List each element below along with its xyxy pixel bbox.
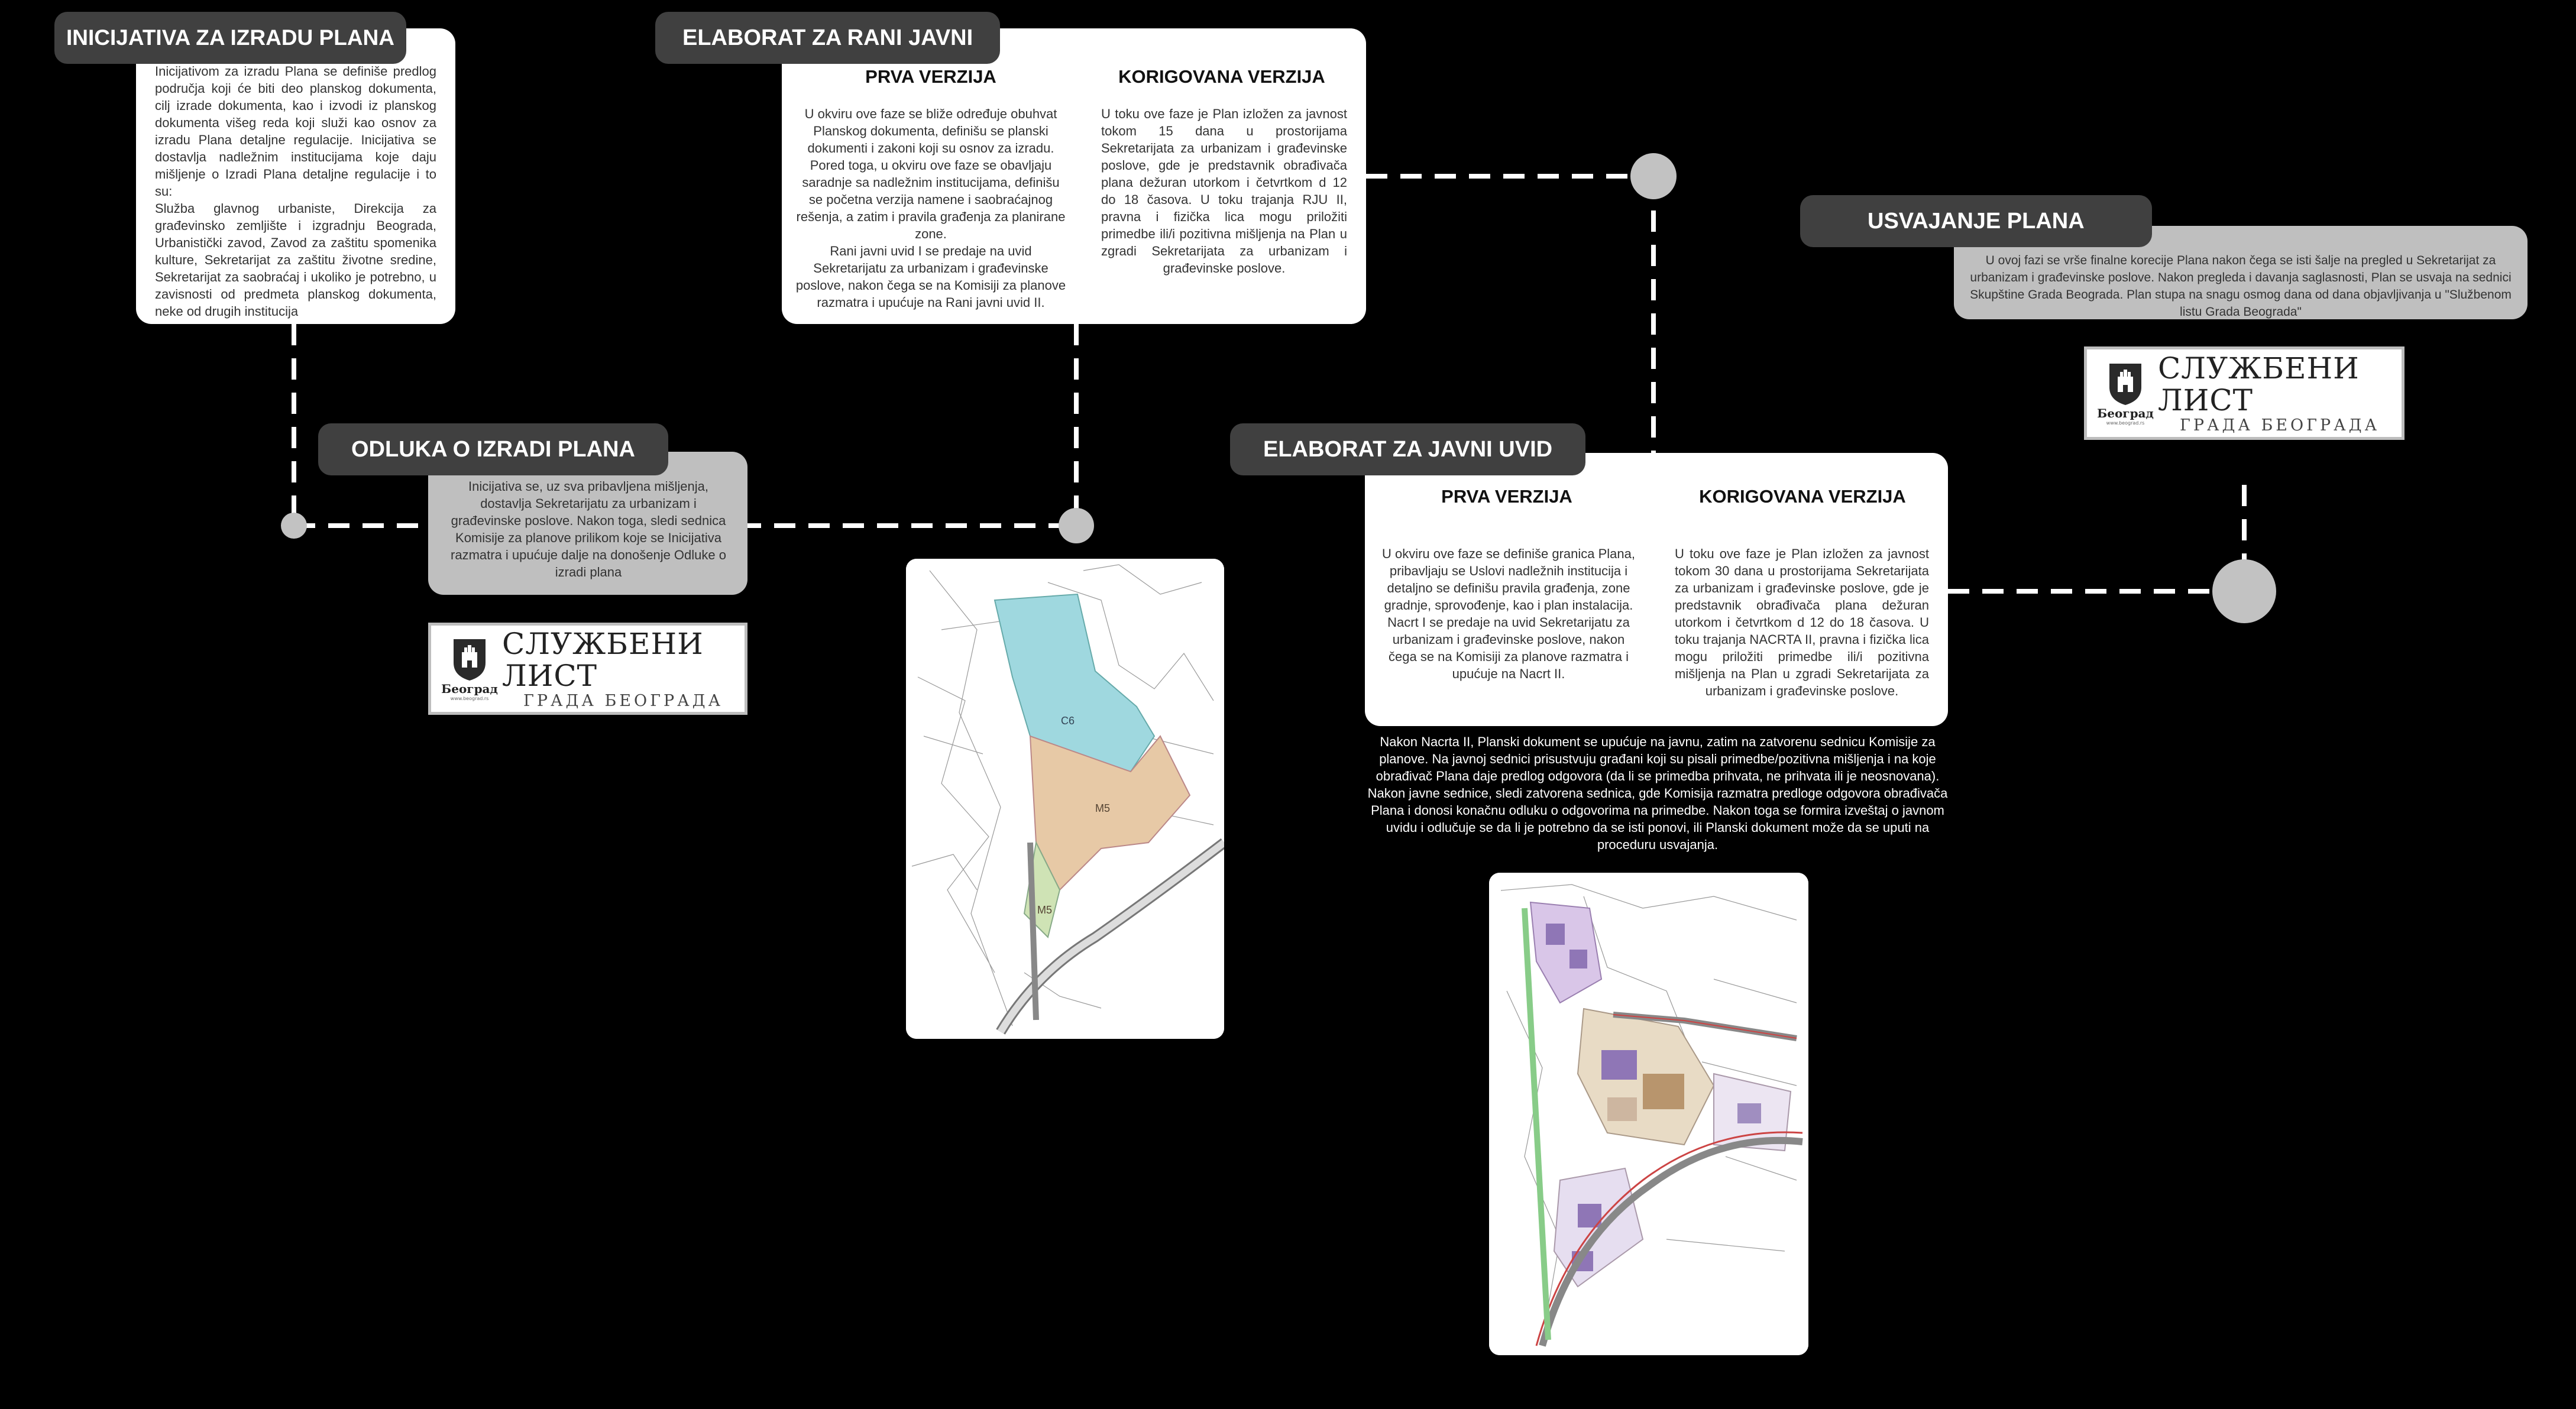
gazette-subtitle: ГРАДА БЕОГРАДА [2179,416,2380,435]
gazette-subtitle: ГРАДА БЕОГРАДА [523,691,724,710]
javni-uvid-footnote: Nakon Nacrta II, Planski dokument se upućuje na javnu, zatim na zatvorenu sednicu Komisije za planove. Na javnoj sednici prisustvuju građani koji su pisali primedbe/pozitivna mišljenja i na koje obrađivač Plana daje predlog odgovora (da li se primedba prihvata, ne prihvata ili je neosnovana). Nakon javne sednice, sledi zatvorena sednica, gde Komisija razmatra predloge odgovora obrađivača Plana i donosi konačnu odluku o odgovorima na primedbe. Nakon toga se formira izveštaj o javnom uvidu i odlučuje se da li je potrebno da se isti ponovi, ili Planski dokument može da se uputi na proceduru usvajanja. [1367,734,1948,852]
node-javni-uvid [1630,153,1677,199]
coat-of-arms-icon [2107,361,2144,406]
map1-label-m5-a: M5 [1095,802,1111,814]
map1-label-m5-b: M5 [1037,904,1053,916]
gazette-city: Београд [2097,406,2154,420]
node-odluka [281,513,307,539]
plan-map-2-drawing [1489,873,1808,1355]
plan-map-1-drawing [906,559,1224,1039]
plan-map-1 [906,559,1224,1039]
map2-block-4 [1643,1074,1684,1109]
map2-block-6 [1737,1103,1761,1123]
map2-block-3 [1601,1050,1637,1080]
rani-col1-text: U okviru ove faze se bliže određuje obuhvat Planskog dokumenta, definišu se planski dokumenti i zakoni koji su osnov za izradu. Pored toga, u okviru ove faze se obavljaju saradnje sa nadležnim institucijama, definišu se početna verzija namene i saobraćajnog rešenja, a zatim i pravila građenja za planirane zone. Rani javni uvid I se predaje na uvid Sekretarijatu za urbanizam i građevinske poslove, nakon čega se na Komisiji za planove razmatra i upućuje na Rani javni uvid II. [795,106,1066,310]
label-odluka: ODLUKA O IZRADI PLANA [318,423,668,475]
plan-map-2 [1489,873,1808,1355]
map1-label-c6: C6 [1061,715,1075,727]
map2-block-1 [1546,924,1565,945]
coat-of-arms-icon [451,637,488,682]
gazette-title: СЛУЖБЕНИ ЛИСТ [502,626,704,693]
gazette-url: www.beograd.rs [450,695,489,701]
gazette-title: СЛУЖБЕНИ ЛИСТ [2158,351,2360,417]
odluka-text: Inicijativa se, uz sva pribavljena mišljenja, dostavlja Sekretarijatu za urbanizam i građevinske poslove. Nakon toga, sledi sednica Komisije za planove prilikom koje se Inicijativa razmatra i upućuje dalje na donošenje Odluke o izradi plana [451,479,726,579]
map2-block-5 [1607,1097,1637,1121]
javni-col2-title: KORIGOVANA VERZIJA [1699,486,1906,507]
card-javni-uvid [1365,453,1948,726]
rani-col2-title: KORIGOVANA VERZIJA [1118,66,1325,87]
gazette-city: Београд [441,681,498,696]
card-inicijativa [136,28,455,324]
label-javni-uvid: ELABORAT ZA JAVNI UVID [1230,423,1585,475]
label-rani-javni: ELABORAT ZA RANI JAVNI [655,12,1000,64]
card-rani-javni [782,28,1366,324]
label-inicijativa: INICIJATIVA ZA IZRADU PLANA [54,12,406,64]
gazette-url: www.beograd.rs [2106,420,2145,426]
label-usvajanje: USVAJANJE PLANA [1800,195,2152,247]
inicijativa-text: Inicijativom za izradu Plana se definiše predlog područja koji će biti deo planskog dokumenta, cilj izrade dokumenta, kao i izvodi iz planskog dokumenta višeg reda koji služi kao osnov za izradu Plana detaljne regulacije. Inicijativa se dostavlja nadležnim institucijama koje daju mišljenje o Izradi Plana detaljne regulacije i to su: Služba glavnog urbaniste, Direkcija za građevinsko zemljište i izgradnju Beograda, Urbanistički zavod, Zavod za zaštitu spomenika kulture, Sekretarijat za zaštitu životne sredine, Sekretarijat za saobraćaj i ukoliko je potrebno, u zavisnosti od predmeta planskog dokumenta, neke od drugih institucija [155,64,436,319]
rani-col2-text: U toku ove faze je Plan izložen za javnost tokom 15 dana u prostorijama Sekretarijata za urbanizam i građevinske poslove, gde je predstavnik obrađivača plana dežuran utorkom i četvrtkom d 12 do 18 časova. U toku trajanja RJU II, pravna i fizička lica mogu priložiti primedbe ili/i pozitivna mišljenja na Plan u zgradi Sekretarijata za urbanizam i građevinske poslove. [1101,106,1347,276]
javni-col1-title: PRVA VERZIJA [1441,486,1572,507]
gazette-badge-1 [428,623,747,715]
rani-col1-title: PRVA VERZIJA [865,66,996,87]
usvajanje-text: U ovoj fazi se vrše finalne korecije Plana nakon čega se isti šalje na pregled u Sekretarijat za urbanizam i građevinske poslove. Nakon pregleda i davanja saglasnosti, Plan se usvaja na sednici Skupštine Grada Beograda. Plan stupa na snagu osmog dana od dana objavljivanja u "Službenom listu Grada Beograda" [1970,254,2512,319]
javni-col2-text: U toku ove faze je Plan izložen za javnost tokom 30 dana u prostorijama Sekretarijata za urbanizam i građevinske poslove, gde je predstavnik obrađivača plana dežuran utorkom i četvrtkom d 12 do 18 časova. U toku trajanja NACRTA II, pravna i fizička lica mogu priložiti primedbe ili/i pozitivna mišljenja na Plan u zgradi Sekretarijata za urbanizam i građevinske poslove. [1675,546,1929,698]
node-rani-javni [1059,508,1094,543]
node-usvajanje [2212,559,2276,623]
gazette-badge-2 [2084,346,2405,440]
map2-block-2 [1569,950,1587,969]
javni-col1-text: U okviru ove faze se definiše granica Plana, pribavljaju se Uslovi nadležnih institucija i detaljno se definišu pravila građenja, zone gradnje, sprovođenje, kao i plan instalacija. Nacrt I se predaje na uvid Sekretarijatu za urbanizam i građevinske poslove, nakon čega se na Komisiji za planove razmatra i upućuje na Nacrt II. [1381,546,1635,681]
